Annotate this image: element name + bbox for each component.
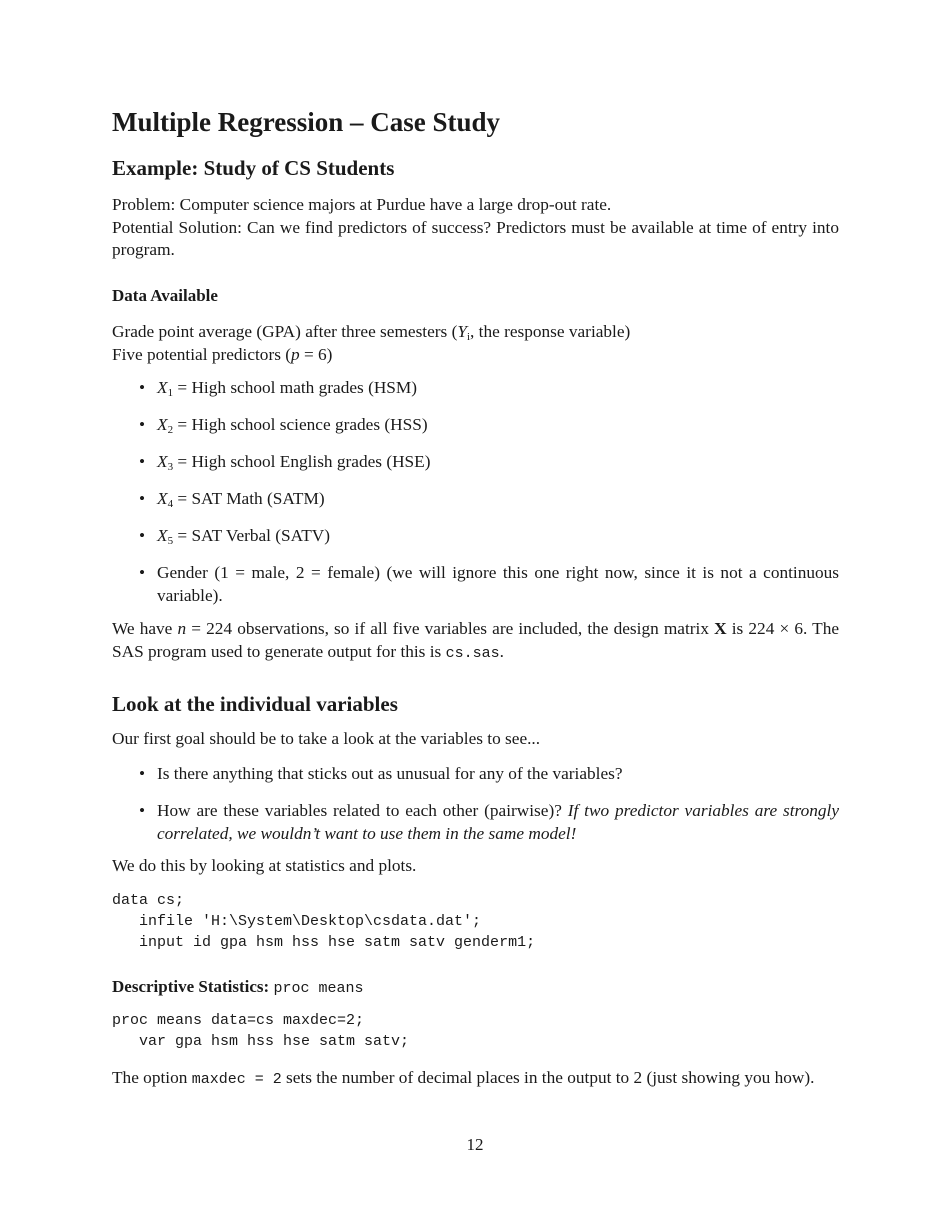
data-available-heading: Data Available [112, 286, 218, 305]
descriptive-stats-heading: Descriptive Statistics: proc means [112, 977, 364, 997]
stats-plots-text: We do this by looking at statistics and plots. [112, 856, 417, 875]
code-line: proc means data=cs maxdec=2; [112, 1012, 365, 1029]
gpa-line: Grade point average (GPA) after three semesters ($Y_i$, the response variable) [112, 322, 631, 343]
problem-text: Problem: Computer science majors at Purdue have a large drop-out rate. [112, 195, 612, 214]
list-item: • How are these variables related to each other (pairwise)? If two predictor variables are strongly correlated, we wouldn’t want to use them in the same model! [139, 801, 840, 843]
data-description [112, 321, 839, 366]
code-line: var gpa hsm hss hse satm satv; [112, 1033, 410, 1050]
filename: cs.sas [445, 644, 500, 662]
list-item: • $X_2$ = High school science grades (HSS) [139, 415, 428, 436]
code-line: data cs; [112, 892, 185, 909]
page-number: 12 [466, 1135, 484, 1154]
page-title: Multiple Regression – Case Study [112, 107, 501, 137]
predictor-list [112, 377, 839, 622]
list-item: • Gender (1 = male, 2 = female) (we will ignore this one right now, since it is not a continuous variable). [139, 563, 839, 605]
look-heading: Look at the individual variables [112, 692, 398, 716]
solution-text: Potential Solution: Can we find predictors of success? Predictors must be available at time of entry into program. [112, 217, 839, 259]
maxdec-paragraph: The option maxdec = 2 sets the number of decimal places in the output to 2 (just showing you how). [112, 1068, 815, 1088]
look-list [112, 763, 839, 860]
code-line: infile 'H:\System\Desktop\csdata.dat'; [112, 913, 482, 930]
list-item: • $X_5$ = SAT Verbal (SATV) [139, 526, 331, 547]
code-line: input id gpa hsm hss hse satm satv genderm1; [112, 934, 536, 951]
five-predictors-line: Five potential predictors (p = 6) [112, 344, 333, 364]
observations-paragraph: We have n = 224 observations, so if all five variables are included, the design matrix X is 224 × 6. The SAS program used to generate output for this is cs.sas. [112, 619, 840, 662]
list-item: • $X_3$ = High school English grades (HSE) [139, 452, 431, 473]
look-intro: Our first goal should be to take a look at the variables to see... [112, 729, 541, 748]
problem-block [112, 194, 839, 262]
list-item: • Is there anything that sticks out as unusual for any of the variables? [139, 764, 623, 783]
list-item: • $X_4$ = SAT Math (SATM) [139, 489, 325, 510]
example-heading: Example: Study of CS Students [112, 156, 395, 180]
code-block-proc-means [112, 1010, 839, 1052]
code-block-data [112, 890, 839, 953]
list-item: • $X_1$ = High school math grades (HSM) [139, 378, 418, 399]
